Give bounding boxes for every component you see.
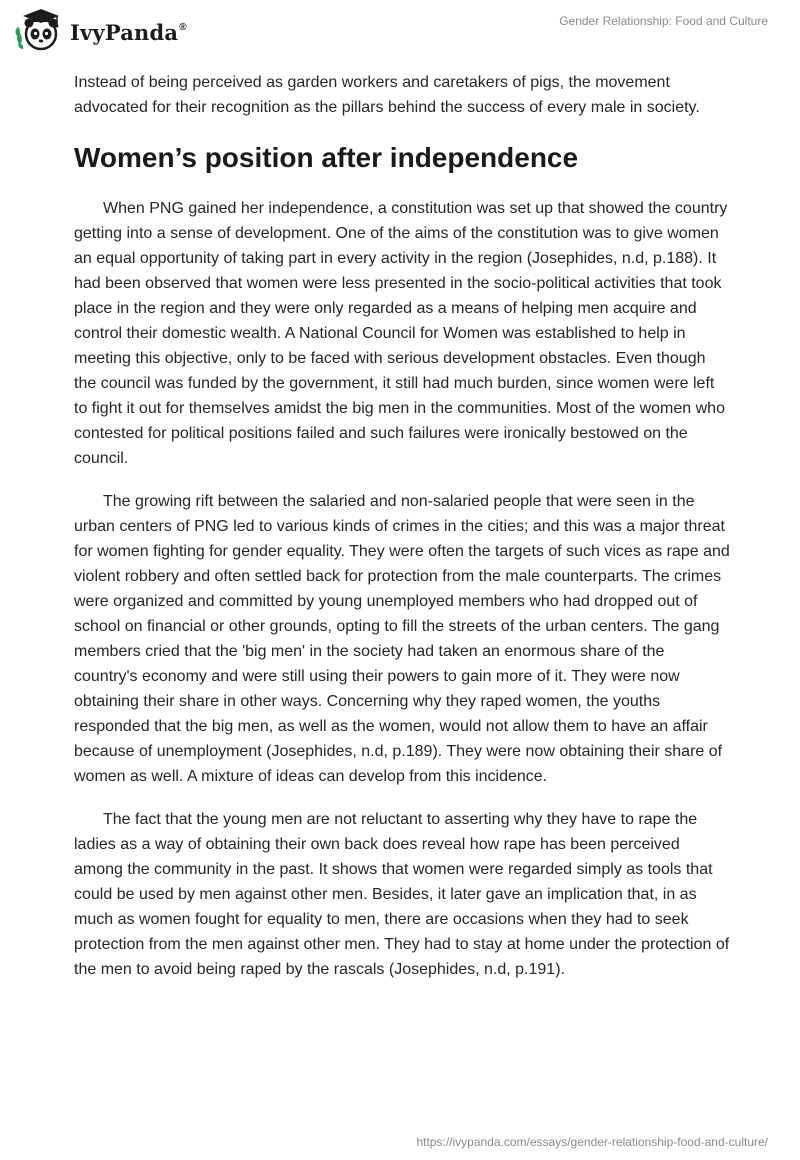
- brand-name: [70, 20, 187, 45]
- body-paragraph: When PNG gained her independence, a constitution was set up that showed the country getting into a sense of development. One of the aims of the constitution was to give women an equal opportunity of taking part in every activity in the region (Josephides, n.d, p.188). It had been observed that women were less presented in the socio-political activities that took place in the region and they were only regarded as a means of helping men acquire and control their domestic wealth. A National Council for Women was established to help in meeting this objective, only to be faced with serious development obstacles. Even though the council was funded by the government, it still had much burden, since women were left to fight it out for themselves amidst the big men in the communities. Most of the women who contested for political positions failed and such failures were ironically bestowed on the council.: [74, 200, 728, 467]
- ivypanda-logo[interactable]: [14, 7, 187, 53]
- source-url[interactable]: https://ivypanda.com/essays/gender-relationship-food-and-culture/: [416, 1135, 768, 1149]
- intro-paragraph: Instead of being perceived as garden workers and caretakers of pigs, the movement advocated for their recognition as the pillars behind the success of every male in society.: [74, 74, 700, 116]
- panda-graduate-icon: [14, 7, 62, 53]
- page-header: [0, 0, 800, 60]
- body-paragraph: The fact that the young men are not reluctant to asserting why they have to rape the ladies as a way of obtaining their own back does reveal how rape has been perceived among the community in the past. It shows that women were regarded simply as tools that could be used by men against other men. Besides, it later gave an implication that, in as much as women fought for equality to men, there are occasions when they had to seek protection from the men against other men. They had to stay at home under the protection of the men to avoid being raped by the rascals (Josephides, n.d, p.191).: [74, 811, 730, 978]
- registered-mark: ®: [179, 21, 187, 33]
- article-body: [74, 70, 730, 1000]
- body-paragraph: The growing rift between the salaried and non-salaried people that were seen in the urban centers of PNG led to various kinds of crimes in the cities; and this was a major threat for women fighting for gender equality. They were often the targets of such vices as rape and violent robbery and often settled back for protection from the male counterparts. The crimes were organized and committed by young unemployed members who had dropped out of school on financial or other grounds, opting to fill the streets of the urban centers. The gang members cried that the 'big men' in the society had taken an enormous share of the country's economy and were still using their powers to gain more of it. They were now obtaining their share in other ways. Concerning why they raped women, the youths responded that the big men, as well as the women, would not allow them to have an affair because of unemployment (Josephides, n.d, p.189). They were now obtaining their share of women as well. A mixture of ideas can develop from this incidence.: [74, 493, 730, 785]
- brand-name-text: IvyPanda: [70, 19, 179, 45]
- document-title: Gender Relationship: Food and Culture: [559, 14, 768, 28]
- section-heading: Women’s position after independence: [74, 142, 579, 173]
